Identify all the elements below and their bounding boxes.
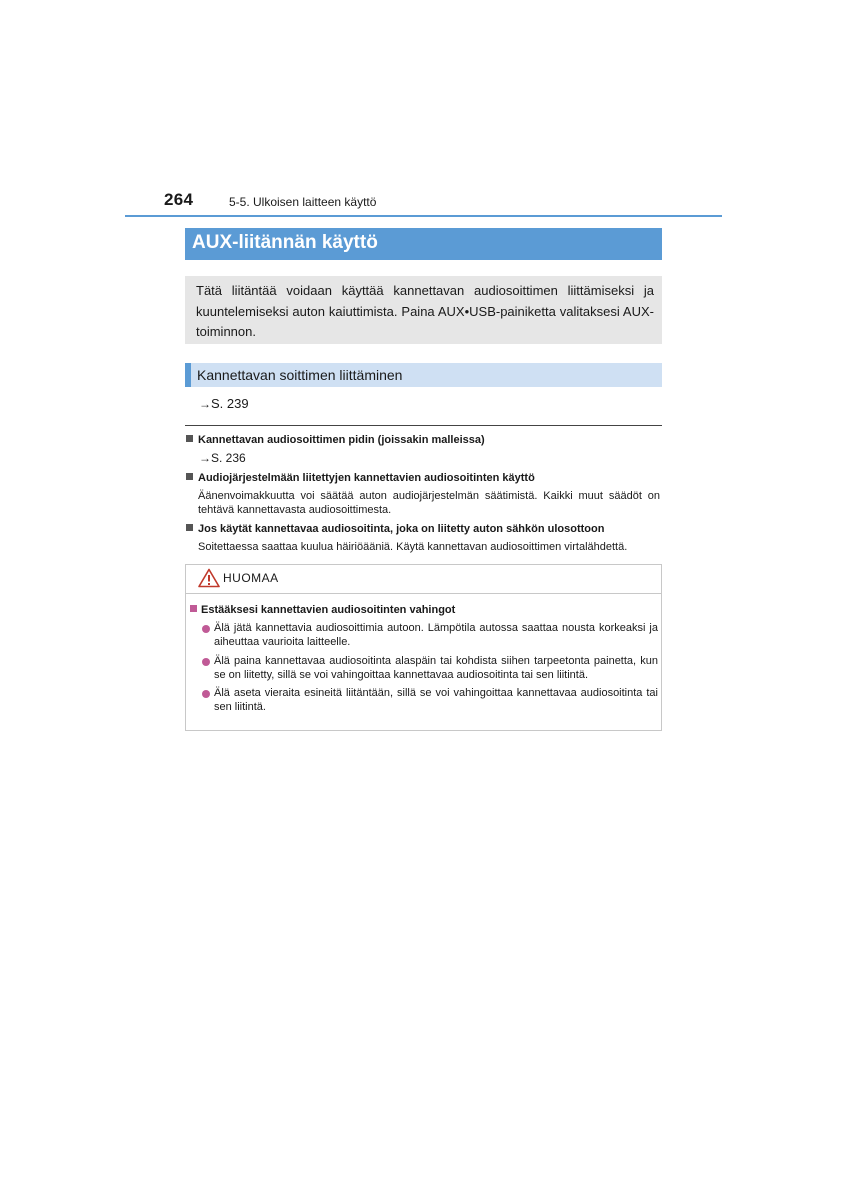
page-ref-text: S. 239 <box>211 396 249 411</box>
notice-heading: Estääksesi kannettavien audiosoitinten vahingot <box>190 604 455 616</box>
arrow-right-icon: → <box>199 397 211 411</box>
page-ref-text: S. 236 <box>211 451 246 465</box>
list-item-heading: Audiojärjestelmään liitettyjen kannettavien audiosoitinten käyttö <box>186 472 535 484</box>
list-item-text: Äänenvoimakkuutta voi säätää auton audiojärjestelmän säätimistä. Kaikki muut säädöt on tehtävä kannettavasta audiosoittimesta. <box>198 490 660 516</box>
header-rule <box>125 215 722 217</box>
intro-box <box>185 276 662 344</box>
section-header: 5-5. Ulkoisen laitteen käyttö <box>229 195 377 209</box>
divider <box>185 425 662 426</box>
subsection-page-ref[interactable] <box>199 396 249 411</box>
subsection-title: Kannettavan soittimen liittäminen <box>197 367 403 383</box>
list-item-text: Soitettaessa saattaa kuulua häiriöääniä. Käytä kannettavan audiosoittimen virtalähdettä. <box>198 541 628 553</box>
notice-bullet: Älä jätä kannettavia audiosoittimia autoon. Lämpötila autossa saattaa nousta korkeaksi ja aiheuttaa vaurioita laitteelle. <box>202 622 658 649</box>
notice-label: HUOMAA <box>223 571 279 585</box>
square-bullet-icon <box>186 524 193 531</box>
notice-bullet: Älä aseta vieraita esineitä liitäntään, sillä se voi vahingoittaa kannettavaa audiosoitinta tai sen liitintä. <box>202 687 658 714</box>
square-bullet-icon <box>190 605 197 612</box>
arrow-right-icon: → <box>199 451 211 465</box>
warning-triangle-icon <box>198 568 220 588</box>
intro-text: Tätä liitäntää voidaan käyttää kannettavan audiosoittimen liittämiseksi ja kuuntelemiseksi auton kaiuttimista. Paina AUX•USB-painiketta valitaksesi AUX-toiminnon. <box>196 283 654 339</box>
list-item-page-ref[interactable] <box>199 451 246 465</box>
page-number: 264 <box>164 190 194 209</box>
circle-bullet-icon <box>202 658 210 666</box>
square-bullet-icon <box>186 435 193 442</box>
title-bar <box>185 228 662 260</box>
subsection-header <box>185 363 662 387</box>
circle-bullet-icon <box>202 690 210 698</box>
square-bullet-icon <box>186 473 193 480</box>
subsection-accent-bar <box>185 363 191 387</box>
notice-bullet: Älä paina kannettavaa audiosoitinta alaspäin tai kohdista siihen tarpeetonta painetta, kun se on liitetty, sillä se voi vahingoittaa kannettavaa audiosoitinta tai sen liitintä. <box>202 655 658 682</box>
notice-header <box>186 565 661 594</box>
list-item-heading: Jos käytät kannettavaa audiosoitinta, joka on liitetty auton sähkön ulosottoon <box>186 523 604 535</box>
notice-box <box>185 564 662 731</box>
list-item-heading: Kannettavan audiosoittimen pidin (joissakin malleissa) <box>186 434 485 446</box>
circle-bullet-icon <box>202 625 210 633</box>
page-title: AUX-liitännän käyttö <box>192 232 378 253</box>
